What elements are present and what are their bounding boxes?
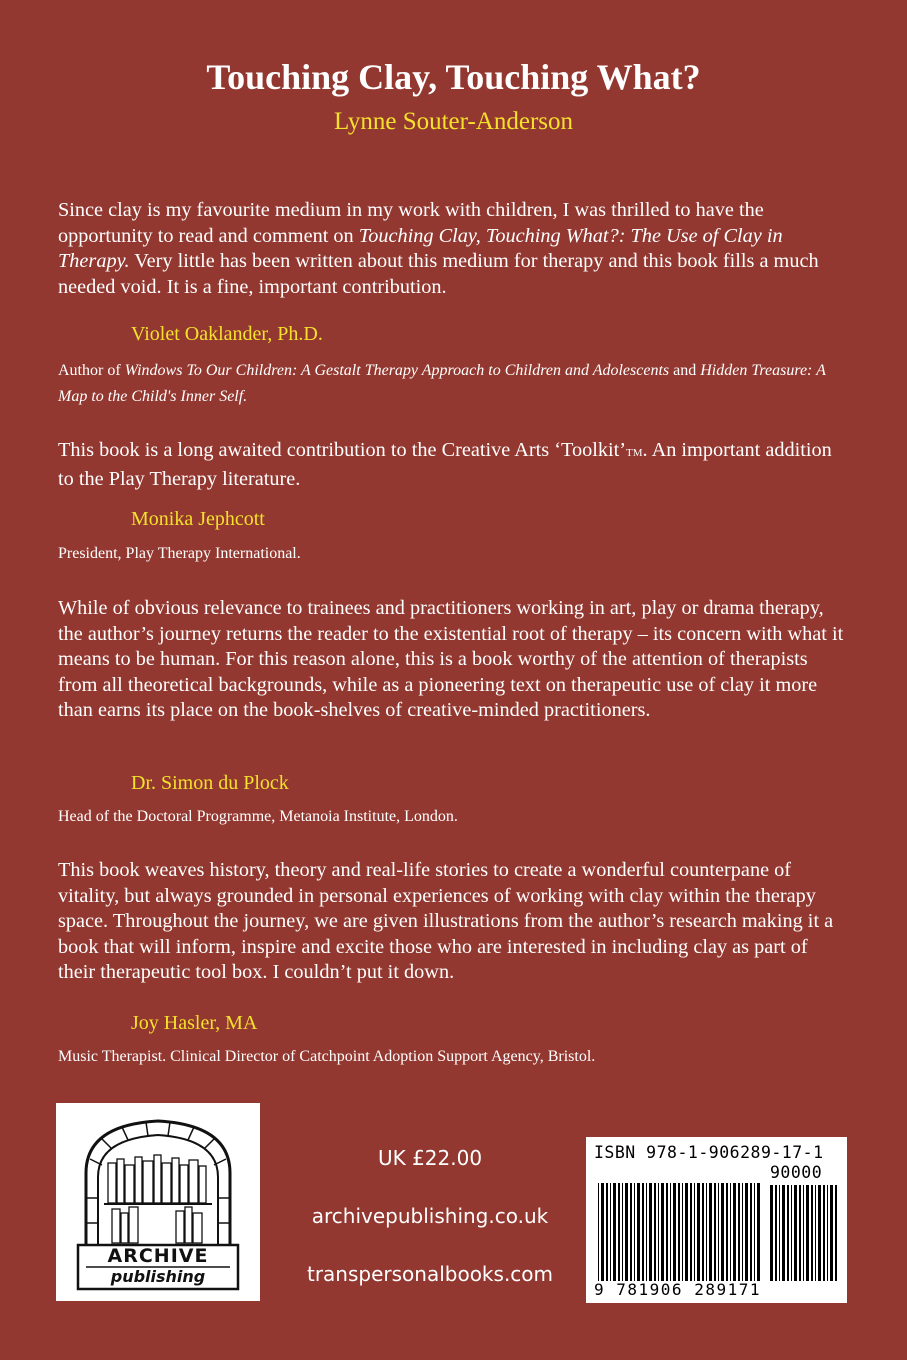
- barcode-bar: [661, 1183, 664, 1281]
- barcode-bar: [791, 1185, 792, 1281]
- barcode-bar: [806, 1185, 809, 1281]
- barcode-bar: [754, 1183, 755, 1281]
- barcode-digits: 9 781906 289171: [594, 1280, 761, 1299]
- barcode-bar: [770, 1185, 773, 1281]
- barcode-bars-icon: [598, 1183, 762, 1281]
- barcode-bar: [811, 1185, 813, 1281]
- barcode-bar: [601, 1183, 604, 1281]
- barcode-bar: [726, 1183, 728, 1281]
- reviewer-role-jephcott: President, Play Therapy International.: [58, 545, 301, 562]
- barcode-bar: [742, 1183, 743, 1281]
- barcode-bar: [830, 1185, 833, 1281]
- barcode-bar: [709, 1183, 712, 1281]
- isbn-number: ISBN 978-1-906289-17-1: [594, 1143, 824, 1162]
- barcode-bar: [738, 1183, 740, 1281]
- barcode-bar: [610, 1183, 611, 1281]
- book-title: Touching Clay, Touching What?: [206, 57, 701, 97]
- reviewer-name-duplock: Dr. Simon du Plock: [131, 772, 289, 794]
- review-quote-hasler: This book weaves history, theory and real-life stories to create a wonderful counterpane of vitality, but always grounded in personal experiences of working with clay within the therapy space. Throughout the journey, we are given illustrations from the author’s research making it a book that will inform, inspire and excite those who are interested in including clay as part of their therapeutic tool box. I couldn’t put it down.: [58, 859, 834, 984]
- barcode-bar: [702, 1183, 704, 1281]
- review-quote-jephcott: This book is a long awaited contribution to the Creative Arts ‘Toolkit’TM. An important addition to the Play Therapy literature.: [58, 439, 832, 490]
- barcode-bar: [779, 1185, 780, 1281]
- price-label: UK £22.00: [377, 1146, 483, 1170]
- barcode-bar: [706, 1183, 707, 1281]
- barcode-bar: [670, 1183, 671, 1281]
- barcode-price-code: 90000: [770, 1163, 823, 1182]
- barcode-bar: [694, 1183, 695, 1281]
- barcode-bar: [794, 1185, 797, 1281]
- barcode-bar: [697, 1183, 700, 1281]
- barcode-bar: [682, 1183, 683, 1281]
- barcode-bar: [658, 1183, 659, 1281]
- barcode-bar: [666, 1183, 668, 1281]
- barcode-bar: [730, 1183, 731, 1281]
- barcode-bar: [649, 1183, 652, 1281]
- reviewer-name-jephcott: Monika Jephcott: [131, 508, 265, 530]
- barcode-bar: [827, 1185, 828, 1281]
- reviewer-role-duplock: Head of the Doctoral Programme, Metanoia Institute, London.: [58, 808, 458, 825]
- barcode-bar: [642, 1183, 644, 1281]
- reviewer-name-hasler: Joy Hasler, MA: [131, 1012, 258, 1034]
- barcode-bar: [685, 1183, 688, 1281]
- barcode-bar: [637, 1183, 640, 1281]
- publisher-logo: [56, 1103, 260, 1301]
- reviewer-role-hasler: Music Therapist. Clinical Director of Catchpoint Adoption Support Agency, Bristol.: [58, 1048, 596, 1065]
- barcode-bar: [757, 1183, 760, 1281]
- barcode-bar: [782, 1185, 785, 1281]
- book-title-italic: Touching Clay, Touching What?: The Use of Clay in Therapy.: [58, 224, 783, 273]
- barcode-bar: [630, 1183, 632, 1281]
- reviewer-role-oaklander: Author of Windows To Our Children: A Gestalt Therapy Approach to Children and Adolescents and Hidden Treasure: A Map to the Child's Inner Self.: [58, 362, 826, 405]
- barcode-bar: [598, 1183, 599, 1281]
- barcode-bar: [733, 1183, 736, 1281]
- barcode-bar: [803, 1185, 804, 1281]
- barcode-addon-bars-icon: [770, 1185, 838, 1281]
- book-author: Lynne Souter-Anderson: [333, 108, 574, 135]
- barcode-bar: [690, 1183, 692, 1281]
- barcode-bar: [678, 1183, 680, 1281]
- barcode-bar: [835, 1185, 837, 1281]
- website-archivepublishing[interactable]: archivepublishing.co.uk: [311, 1204, 549, 1228]
- barcode-bar: [606, 1183, 608, 1281]
- reviewer-name-oaklander: Violet Oaklander, Ph.D.: [131, 323, 323, 345]
- barcode-bar: [618, 1183, 620, 1281]
- barcode-bar: [625, 1183, 628, 1281]
- barcode-bar: [815, 1185, 816, 1281]
- barcode-bar: [721, 1183, 724, 1281]
- barcode-bar: [654, 1183, 656, 1281]
- barcode-bar: [622, 1183, 623, 1281]
- isbn-barcode: [586, 1137, 847, 1303]
- review-quote-duplock: While of obvious relevance to trainees and practitioners working in art, play or drama therapy, the author’s journey returns the reader to the existential root of therapy – its concern with what it means to be human. For this reason alone, this is a book worthy of the attention of therapists from all theoretical backgrounds, while as a pioneering text on therapeutic use of clay it more than earns its place on the book-shelves of creative-minded practitioners.: [58, 597, 844, 722]
- review-quote-oaklander: Since clay is my favourite medium in my work with children, I was thrilled to have the opportunity to read and comment on Touching Clay, Touching What?: The Use of Clay in Therapy. Very little has been written about this medium for therapy and this book fills a much needed void. It is a fine, important contribution.: [58, 199, 819, 298]
- logo-word-publishing: publishing: [110, 1267, 206, 1286]
- barcode-bar: [613, 1183, 616, 1281]
- barcode-bar: [818, 1185, 821, 1281]
- trademark-mark: TM: [626, 447, 643, 459]
- barcode-bar: [646, 1183, 647, 1281]
- barcode-bar: [787, 1185, 789, 1281]
- barcode-bar: [750, 1183, 752, 1281]
- barcode-bar: [745, 1183, 748, 1281]
- website-transpersonalbooks[interactable]: transpersonalbooks.com: [306, 1262, 554, 1286]
- barcode-bar: [775, 1185, 777, 1281]
- logo-word-archive: ARCHIVE: [107, 1245, 209, 1267]
- barcode-bar: [634, 1183, 635, 1281]
- barcode-bar: [714, 1183, 716, 1281]
- barcode-bar: [673, 1183, 676, 1281]
- barcode-bar: [823, 1185, 825, 1281]
- barcode-bar: [718, 1183, 719, 1281]
- barcode-bar: [799, 1185, 801, 1281]
